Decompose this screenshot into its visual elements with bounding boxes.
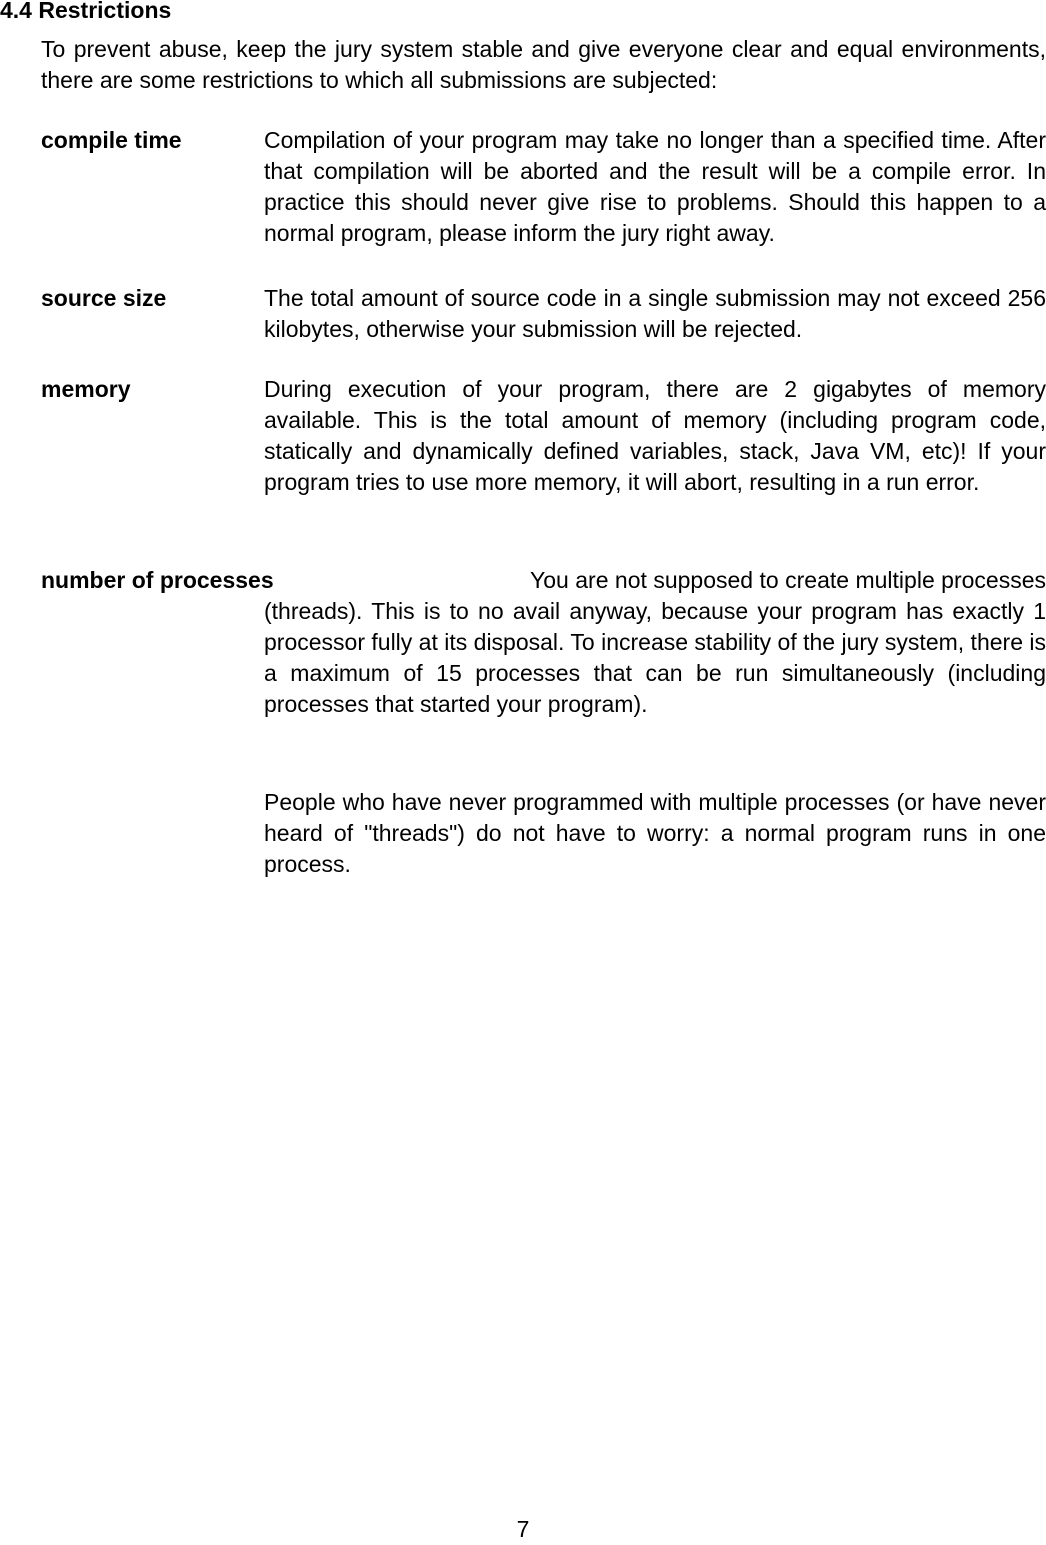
page-number: 7	[516, 1516, 530, 1542]
restriction-term-source-size: source size	[41, 285, 167, 311]
restriction-description-memory: During execution of your program, there are 2 gigabytes of memory available. This is the total amount of memory (including program code, statically and dynamically defined variables, stack, Java VM, etc)! If your program tries to use more memory, it will abort, resulting in a run error.	[264, 376, 1046, 495]
restriction-note-number-of-processes: People who have never programmed with multiple processes (or have never heard of "threads") do not have to worry: a normal program runs in one process.	[264, 789, 1046, 877]
restriction-description-number-of-processes: You are not supposed to create multiple processes (threads). This is to no avail anyway, because your program has exactly 1 processor fully at its disposal. To increase stability of the jury system, there is a maximum of 15 processes that can be run simultaneously (including processes that started your program).	[264, 567, 1046, 717]
restriction-term-memory: memory	[41, 376, 131, 402]
section-heading: 4.4 Restrictions	[0, 0, 172, 23]
restriction-term-number-of-processes: number of processes	[41, 567, 274, 593]
restriction-description-compile-time: Compilation of your program may take no longer than a specified time. After that compilation will be aborted and the result will be a compile error. In practice this should never give rise to problems. Should this happen to a normal program, please inform the jury right away.	[264, 127, 1046, 246]
section-intro: To prevent abuse, keep the jury system stable and give everyone clear and equal environments, there are some restrictions to which all submissions are subjected:	[41, 36, 1046, 93]
restriction-term-compile-time: compile time	[41, 127, 182, 153]
restriction-description-source-size: The total amount of source code in a single submission may not exceed 256 kilobytes, otherwise your submission will be rejected.	[264, 285, 1046, 342]
